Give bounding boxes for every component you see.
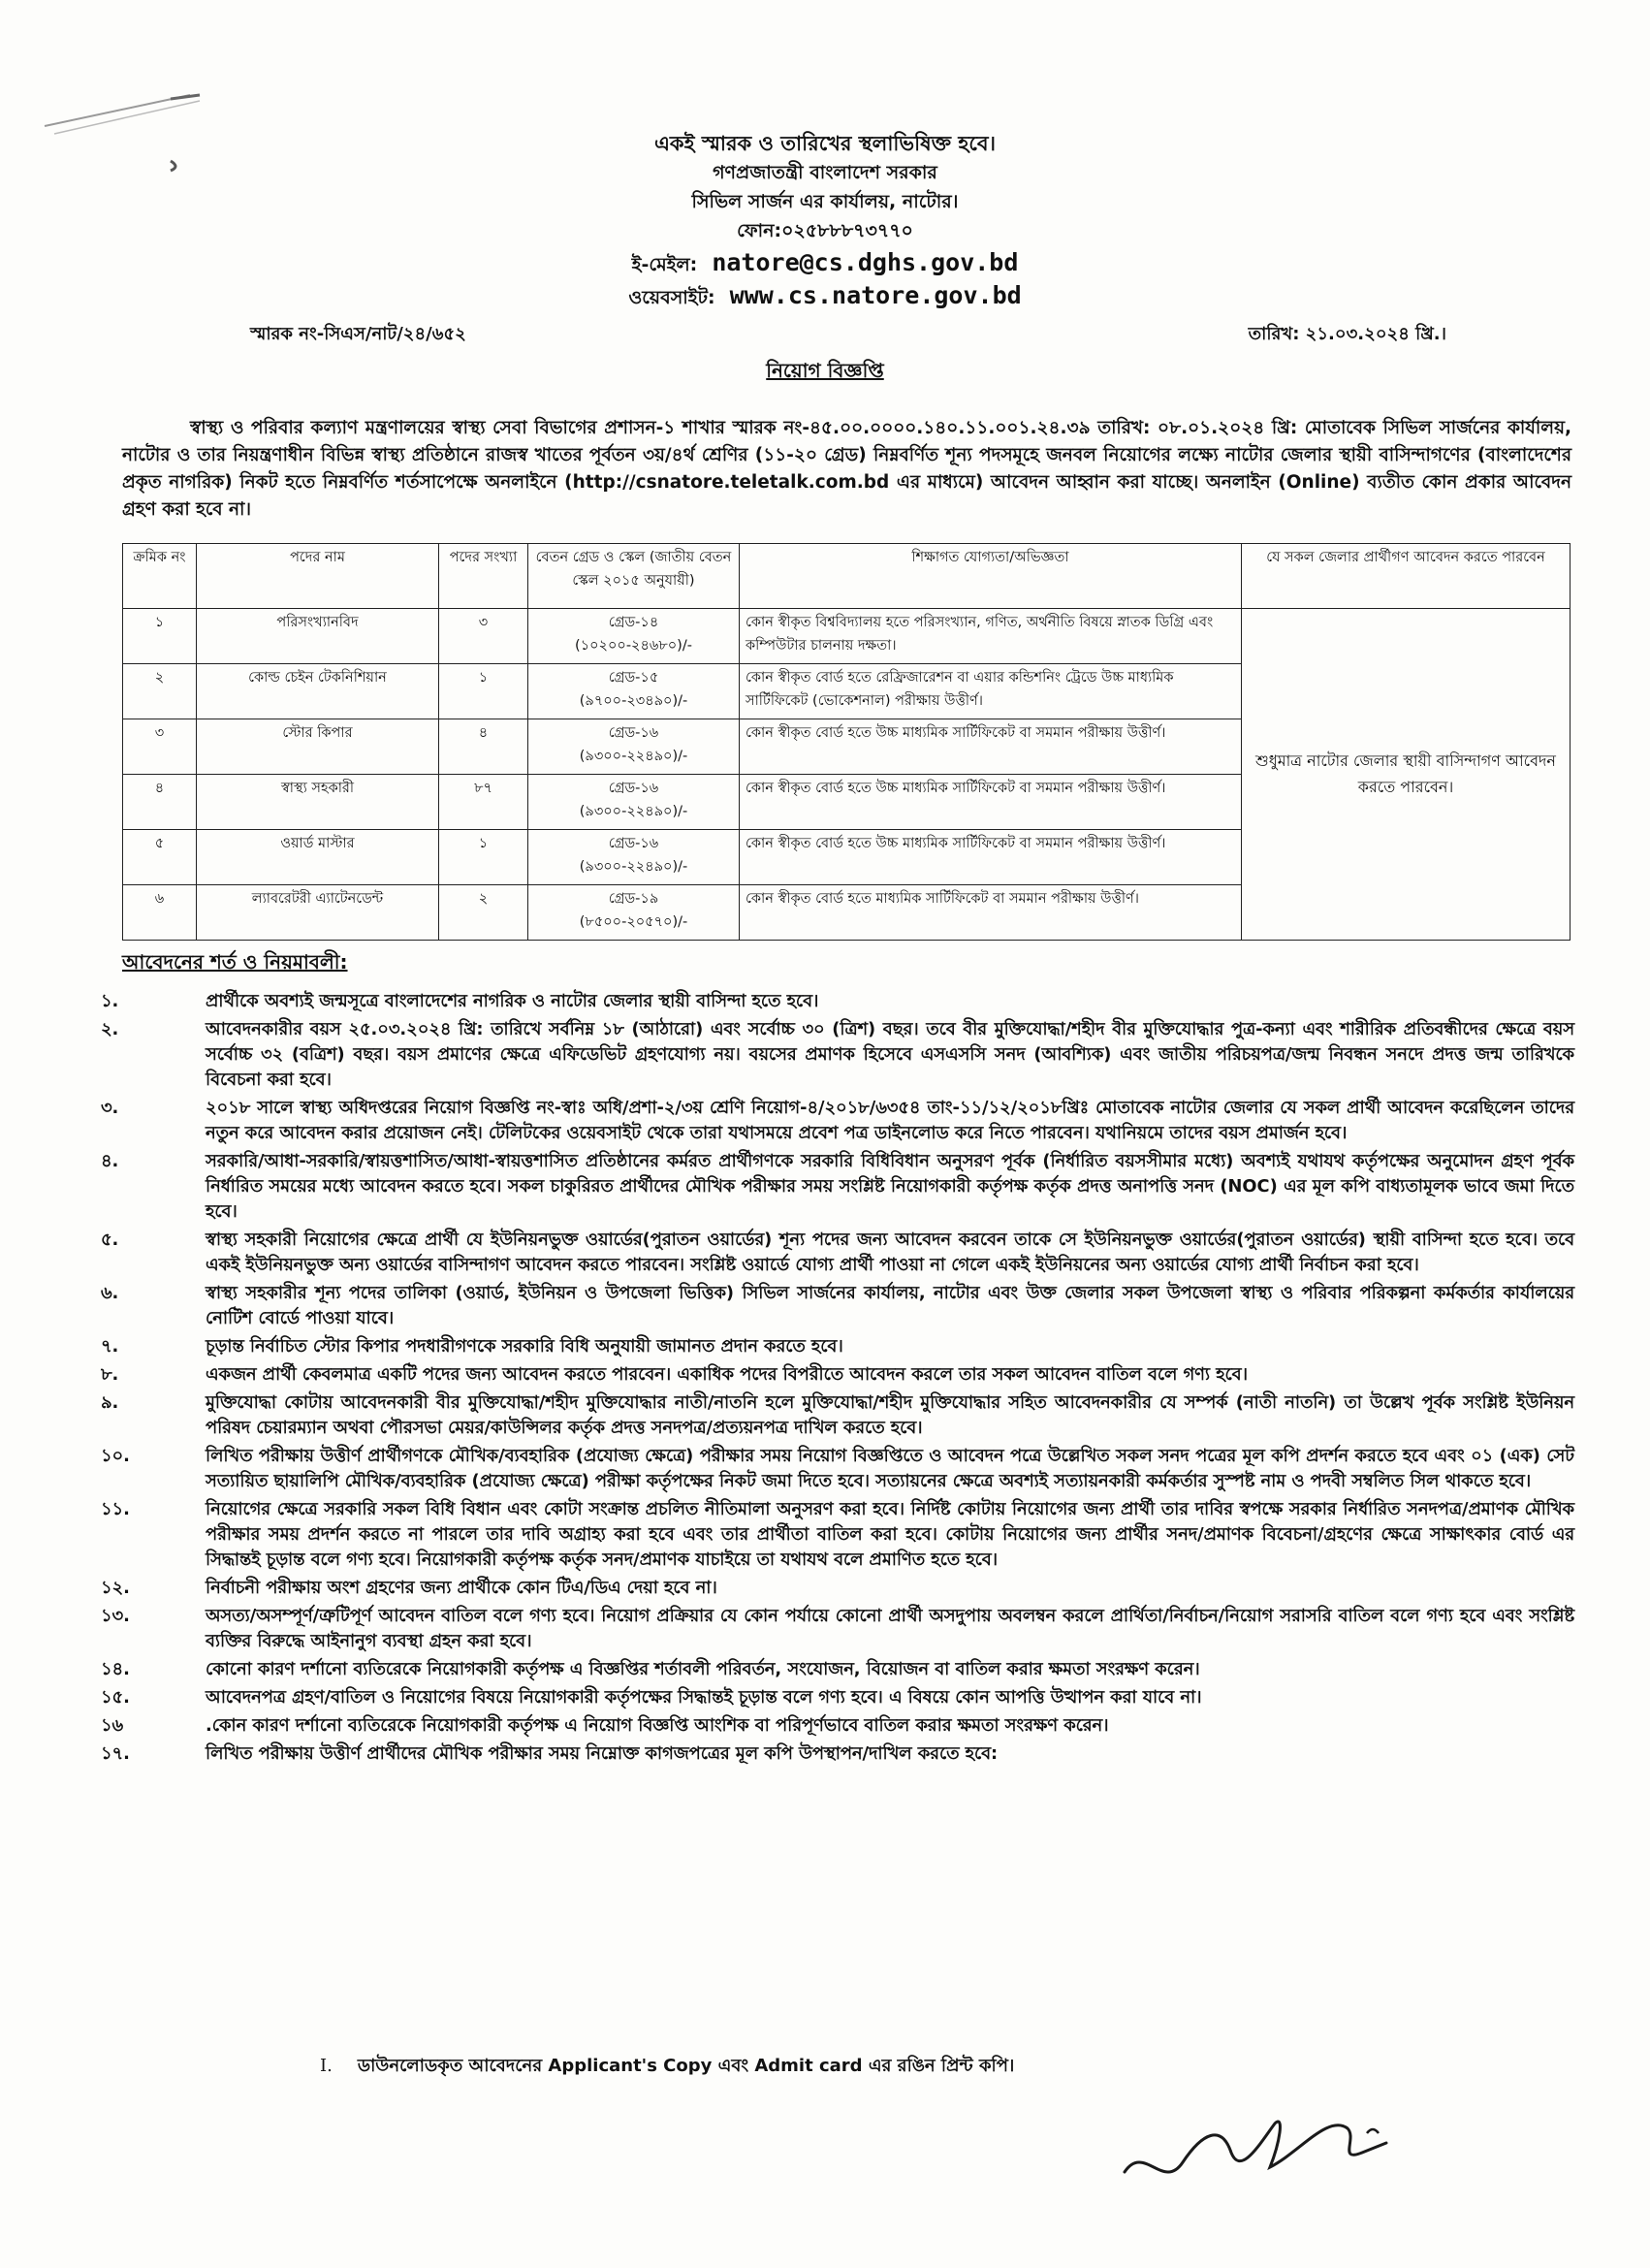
list-item bbox=[101, 1497, 1574, 1573]
col-post-name: পদের নাম bbox=[197, 544, 439, 609]
phone-number: ফোন:০২৫৮৮৮৭৩৭৭০ bbox=[737, 220, 913, 241]
item-number: ১৫. bbox=[101, 1687, 130, 1708]
sub-item-text: ডাউনলোডকৃত আবেদনের Applicant's Copy এবং Admit card এর রঙিন প্রিন্ট কপি। bbox=[357, 2056, 1015, 2076]
row-count: ১ bbox=[439, 830, 528, 885]
col-qualification: শিক্ষাগত যোগ্যতা/অভিজ্ঞতা bbox=[740, 544, 1242, 609]
list-item bbox=[101, 1604, 1574, 1654]
row-count: ৮৭ bbox=[439, 775, 528, 830]
row-serial: ৩ bbox=[123, 719, 197, 775]
row-post: পরিসংখ্যানবিদ bbox=[197, 609, 439, 664]
list-item bbox=[101, 1096, 1574, 1146]
item-number: ১৬ bbox=[101, 1715, 124, 1736]
grade-text: গ্রেড-১৫ bbox=[608, 670, 659, 686]
grade-text: গ্রেড-১৯ bbox=[608, 891, 659, 907]
email-label: ই-মেইল: bbox=[631, 254, 698, 275]
grade-text: গ্রেড-১৬ bbox=[608, 836, 659, 851]
row-grade bbox=[528, 885, 740, 941]
list-item bbox=[101, 1576, 1574, 1601]
notice-title: নিয়োগ বিজ্ঞপ্তি bbox=[766, 359, 884, 382]
vacancy-table bbox=[122, 543, 1571, 941]
memo-number: স্মারক নং-সিএস/নাট/২৪/৬৫২ bbox=[250, 324, 466, 344]
item-number: ৬. bbox=[101, 1283, 119, 1303]
item-text: নির্বাচনী পরীক্ষায় অংশ গ্রহণের জন্য প্রার্থীকে কোন টিএ/ডিএ দেয়া হবে না। bbox=[206, 1578, 717, 1598]
list-item bbox=[101, 1362, 1574, 1388]
row-grade bbox=[528, 830, 740, 885]
row-grade bbox=[528, 719, 740, 775]
row-qualification: কোন স্বীকৃত বিশ্ববিদ্যালয় হতে পরিসংখ্যান, গণিত, অর্থনীতি বিষয়ে স্নাতক ডিগ্রি এবং কম্পিউটার চালনায় দক্ষতা। bbox=[740, 609, 1242, 664]
list-item bbox=[101, 1334, 1574, 1359]
col-post-count: পদের সংখ্যা bbox=[439, 544, 528, 609]
item-number: ১৭. bbox=[101, 1743, 130, 1764]
govt-name: গণপ্রজাতন্ত্রী বাংলাদেশ সরকার bbox=[713, 162, 937, 183]
item-number: ২. bbox=[101, 1019, 119, 1039]
email-line bbox=[0, 248, 1650, 282]
supersede-note: একই স্মারক ও তারিখের স্থলাভিষিক্ত হবে। bbox=[653, 132, 997, 155]
list-item bbox=[101, 1444, 1574, 1494]
notice-date: তারিখ: ২১.০৩.২০২৪ খ্রি.। bbox=[1248, 324, 1446, 344]
col-eligible-district: যে সকল জেলার প্রার্থীগণ আবেদন করতে পারবেন bbox=[1242, 544, 1571, 609]
item-text: সরকারি/আধা-সরকারি/স্বায়ত্তশাসিত/আধা-স্বায়ত্তশাসিত প্রতিষ্ঠানের কর্মরত প্রার্থীগণকে সরকারি বিধিবিধান অনুসরণ পূর্বক (নির্ধারিত বয়সসীমার মধ্যে) অবশ্যই যথাযথ কর্তৃপক্ষের অনুমোদন গ্রহণ পূর্বক নির্ধারিত সময়ের মধ্যে আবেদন করতে হবে। সকল চাকুরিরত প্রার্থীদের মৌখিক পরীক্ষার সময় সংশ্লিষ্ট নিয়োগকারী কর্তৃপক্ষ কর্তৃক প্রদত্ত অনাপত্তি সনদ (NOC) এর মূল কপি বাধ্যতামূলক ভাবে জমা দিতে হবে। bbox=[206, 1151, 1574, 1222]
conditions-heading: আবেদনের শর্ত ও নিয়মাবলী: bbox=[122, 950, 348, 974]
scale-text: (৯৩০০-২২৪৯০)/- bbox=[579, 804, 688, 819]
sub-item-number: I. bbox=[320, 2056, 333, 2076]
grade-text: গ্রেড-১৬ bbox=[608, 781, 659, 796]
item-text: আবেদনকারীর বয়স ২৫.০৩.২০২৪ খ্রি: তারিখে সর্বনিম্ন ১৮ (আঠারো) এবং সর্বোচ্চ ৩০ (ত্রিশ) বছর। তবে বীর মুক্তিযোদ্ধা/শহীদ বীর মুক্তিযোদ্ধার পুত্র-কন্যা এবং শারীরিক প্রতিবন্ধীদের ক্ষেত্রে বয়স সর্বোচ্চ ৩২ (বত্রিশ) বছর। বয়স প্রমাণের ক্ষেত্রে এফিডেভিট গ্রহণযোগ্য নয়। বয়সের প্রমাণক হিসেবে এসএসসি সনদ (আবশ্যিক) এবং জাতীয় পরিচয়পত্র/জন্ম নিবন্ধন সনদে প্রদত্ত জন্ম তারিখকে বিবেচনা করা হবে। bbox=[206, 1019, 1574, 1090]
item-number: ১১. bbox=[101, 1499, 130, 1519]
row-serial: ৫ bbox=[123, 830, 197, 885]
item-number: ৯. bbox=[101, 1392, 119, 1413]
item-number: ১০. bbox=[101, 1446, 130, 1466]
row-serial: ২ bbox=[123, 664, 197, 719]
grade-text: গ্রেড-১৪ bbox=[608, 615, 659, 630]
conditions-list bbox=[101, 989, 1574, 1770]
row-post: কোল্ড চেইন টেকনিশিয়ান bbox=[197, 664, 439, 719]
item-text: নিয়োগের ক্ষেত্রে সরকারি সকল বিধি বিধান এবং কোটা সংক্রান্ত প্রচলিত নীতিমালা অনুসরণ করা হবে। নির্দিষ্ট কোটায় নিয়োগের জন্য প্রার্থী তার দাবির স্বপক্ষে সরকার নির্ধারিত সনদপত্র/প্রমাণক মৌখিক পরীক্ষার সময় প্রদর্শন করতে না পারলে তার দাবি অগ্রাহ্য করা হবে এবং তার প্রার্থীতা বাতিল করা হবে। কোটায় নিয়োগের জন্য প্রার্থীর সনদ/প্রমাণক বিবেচনা/গ্রহণের ক্ষেত্রে সাক্ষাৎকার বোর্ড এর সিদ্ধান্তই চূড়ান্ত বলে গণ্য হবে। নিয়োগকারী কর্তৃপক্ষ কর্তৃক সনদ/প্রমাণক যাচাইয়ে তা যথাযথ বলে প্রমাণিত হতে হবে। bbox=[206, 1499, 1574, 1570]
table-header-row bbox=[123, 544, 1571, 609]
website-label: ওয়েবসাইট: bbox=[628, 287, 715, 308]
row-count: ২ bbox=[439, 885, 528, 941]
list-item bbox=[101, 1685, 1574, 1710]
row-qualification: কোন স্বীকৃত বোর্ড হতে উচ্চ মাধ্যমিক সার্টিফিকেট বা সমমান পরীক্ষায় উত্তীর্ণ। bbox=[740, 719, 1242, 775]
eligibility-cell: শুধুমাত্র নাটোর জেলার স্থায়ী বাসিন্দাগণ আবেদন করতে পারবেন। bbox=[1242, 609, 1571, 941]
intro-paragraph: স্বাস্থ্য ও পরিবার কল্যাণ মন্ত্রণালয়ের স্বাস্থ্য সেবা বিভাগের প্রশাসন-১ শাখার স্মারক নং-৪৫.০০.০০০০.১৪০.১১.০০১.২৪.৩৯ তারিখ: ০৮.০১.২০২৪ খ্রি: মোতাবেক সিভিল সার্জনের কার্যালয়, নাটোর ও তার নিয়ন্ত্রণাধীন বিভিন্ন স্বাস্থ্য প্রতিষ্ঠানে রাজস্ব খাতের পূর্বতন ৩য়/৪র্থ শ্রেণির (১১-২০ গ্রেড) নিম্নবর্ণিত শূন্য পদসমূহে জনবল নিয়োগের লক্ষ্যে নাটোর জেলার স্থায়ী বাসিন্দাগণের (বাংলাদেশের প্রকৃত নাগরিক) নিকট হতে নিম্নবর্ণিত শর্তসাপেক্ষে অনলাইনে (http://csnatore.teletalk.com.bd এর মাধ্যমে) আবেদন আহ্বান করা যাচ্ছে। অনলাইন (Online) ব্যতীত কোন প্রকার আবেদন গ্রহণ করা হবে না। bbox=[122, 418, 1571, 520]
item-number: ১৪. bbox=[101, 1659, 130, 1679]
scale-text: (১০২০০-২৪৬৮০)/- bbox=[575, 638, 692, 654]
item-text: ২০১৮ সালে স্বাস্থ্য অধিদপ্তরের নিয়োগ বিজ্ঞপ্তি নং-স্বাঃ অধি/প্রশা-২/৩য় শ্রেণি নিয়োগ-৪/২০১৮/৬৩৫৪ তাং-১১/১২/২০১৮খ্রিঃ মোতাবেক নাটোর জেলার যে সকল প্রার্থী আবেদন করেছিলেন তাদের নতুন করে আবেদন করার প্রয়োজন নেই। টেলিটকের ওয়েবসাইট থেকে তারা যথাসময়ে প্রবেশ পত্র ডাইনলোড করে নিতে পারবেন। যথানিয়মে তাদের বয়স প্রমার্জন হবে। bbox=[206, 1098, 1574, 1143]
row-serial: ১ bbox=[123, 609, 197, 664]
row-post: ওয়ার্ড মাস্টার bbox=[197, 830, 439, 885]
row-count: ৪ bbox=[439, 719, 528, 775]
item-text: চূড়ান্ত নির্বাচিত স্টোর কিপার পদধারীগণকে সরকারি বিধি অনুযায়ী জামানত প্রদান করতে হবে। bbox=[206, 1336, 843, 1357]
col-serial: ক্রমিক নং bbox=[123, 544, 197, 609]
row-count: ১ bbox=[439, 664, 528, 719]
list-item bbox=[101, 1713, 1574, 1739]
row-post: স্টোর কিপার bbox=[197, 719, 439, 775]
list-item bbox=[101, 1228, 1574, 1278]
website-url: www.cs.natore.gov.bd bbox=[729, 281, 1022, 309]
item-number: ৭. bbox=[101, 1336, 119, 1357]
scale-text: (৯৩০০-২২৪৯০)/- bbox=[579, 859, 688, 875]
scale-text: (৯৩০০-২২৪৯০)/- bbox=[579, 749, 688, 764]
row-grade bbox=[528, 664, 740, 719]
list-item bbox=[101, 1657, 1574, 1682]
item-number: ১৩. bbox=[101, 1606, 130, 1626]
item-number: ১২. bbox=[101, 1578, 130, 1598]
row-count: ৩ bbox=[439, 609, 528, 664]
item-number: ৫. bbox=[101, 1230, 119, 1250]
list-item bbox=[101, 989, 1574, 1014]
scale-text: (৯৭০০-২৩৪৯০)/- bbox=[579, 693, 688, 709]
row-post: স্বাস্থ্য সহকারী bbox=[197, 775, 439, 830]
row-qualification: কোন স্বীকৃত বোর্ড হতে মাধ্যমিক সার্টিফিকেট বা সমমান পরীক্ষায় উত্তীর্ণ। bbox=[740, 885, 1242, 941]
grade-text: গ্রেড-১৬ bbox=[608, 725, 659, 741]
list-item bbox=[101, 1741, 1574, 1767]
item-number: ১. bbox=[101, 991, 119, 1011]
item-text: অসত্য/অসম্পূর্ণ/ত্রুটিপূর্ণ আবেদন বাতিল বলে গণ্য হবে। নিয়োগ প্রক্রিয়ার যে কোন পর্যায়ে কোনো প্রার্থী অসদুপায় অবলম্বন করলে প্রার্থিতা/নির্বাচন/নিয়োগ সরাসরি বাতিল বলে গণ্য হবে এবং সংশ্লিষ্ট ব্যক্তির বিরুদ্ধে আইনানুগ ব্যবস্থা গ্রহন করা হবে। bbox=[206, 1606, 1574, 1651]
item-text: একজন প্রার্থী কেবলমাত্র একটি পদের জন্য আবেদন করতে পারবেন। একাধিক পদের বিপরীতে আবেদন করলে তার সকল আবেদন বাতিল বলে গণ্য হবে। bbox=[206, 1364, 1248, 1385]
row-serial: ৪ bbox=[123, 775, 197, 830]
row-grade bbox=[528, 775, 740, 830]
item-text: প্রার্থীকে অবশ্যই জন্মসূত্রে বাংলাদেশের নাগরিক ও নাটোর জেলার স্থায়ী বাসিন্দা হতে হবে। bbox=[206, 991, 819, 1011]
item-number: ৮. bbox=[101, 1364, 119, 1385]
website-line bbox=[0, 281, 1650, 315]
item-text: মুক্তিযোদ্ধা কোটায় আবেদনকারী বীর মুক্তিযোদ্ধা/শহীদ মুক্তিযোদ্ধার নাতী/নাতনি হলে মুক্তিযোদ্ধা/শহীদ মুক্তিযোদ্ধার সহিত আবেদনকারীর যে সম্পর্ক (নাতী নাতনি) তা উল্লেখ পূর্বক সংশ্লিষ্ট ইউনিয়ন পরিষদ চেয়ারম্যান অথবা পৌরসভা মেয়র/কাউন্সিলর কর্তৃক প্রদত্ত সনদপত্র/প্রত্যয়নপত্র দাখিল করতে হবে। bbox=[206, 1392, 1574, 1438]
document-sub-item bbox=[320, 2052, 1014, 2082]
item-number: ৪. bbox=[101, 1151, 119, 1171]
item-text: স্বাস্থ্য সহকারী নিয়োগের ক্ষেত্রে প্রার্থী যে ইউনিয়নভুক্ত ওয়ার্ডের(পুরাতন ওয়ার্ডের) শূন্য পদের জন্য আবেদন করবেন তাকে সে ইউনিয়নভুক্ত ওয়ার্ডের(পুরাতন ওয়ার্ডের) স্থায়ী বাসিন্দা হতে হবে। তবে একই ইউনিয়নভুক্ত অন্য ওয়ার্ডের বাসিন্দাগণ আবেদন করতে পারবেন। সংশ্লিষ্ট ওয়ার্ডে যোগ্য প্রার্থী পাওয়া না গেলে একই ইউনিয়নের অন্য ওয়ার্ডের যোগ্য প্রার্থী নির্বাচন করা হবে। bbox=[206, 1230, 1574, 1275]
signature-icon bbox=[1105, 2085, 1415, 2201]
row-serial: ৬ bbox=[123, 885, 197, 941]
email-address: natore@cs.dghs.gov.bd bbox=[712, 248, 1019, 276]
list-item bbox=[101, 1017, 1574, 1093]
scale-text: (৮৫০০-২০৫৭০)/- bbox=[579, 914, 688, 930]
item-text: লিখিত পরীক্ষায় উত্তীর্ণ প্রার্থীদের মৌখিক পরীক্ষার সময় নিম্নোক্ত কাগজপত্রের মূল কপি উপস্থাপন/দাখিল করতে হবে: bbox=[206, 1743, 999, 1764]
row-qualification: কোন স্বীকৃত বোর্ড হতে উচ্চ মাধ্যমিক সার্টিফিকেট বা সমমান পরীক্ষায় উত্তীর্ণ। bbox=[740, 775, 1242, 830]
row-qualification: কোন স্বীকৃত বোর্ড হতে রেফ্রিজারেশন বা এয়ার কন্ডিশনিং ট্রেডে উচ্চ মাধ্যমিক সার্টিফিকেট (ভোকেশনাল) পরীক্ষায় উত্তীর্ণ। bbox=[740, 664, 1242, 719]
item-text: কোনো কারণ দর্শানো ব্যতিরেকে নিয়োগকারী কর্তৃপক্ষ এ বিজ্ঞপ্তির শর্তাবলী পরিবর্তন, সংযোজন, বিয়োজন বা বাতিল করার ক্ষমতা সংরক্ষণ করেন। bbox=[206, 1659, 1200, 1679]
list-item bbox=[101, 1149, 1574, 1225]
col-pay-grade: বেতন গ্রেড ও স্কেল (জাতীয় বেতন স্কেল ২০১৫ অনুযায়ী) bbox=[528, 544, 740, 609]
list-item bbox=[101, 1390, 1574, 1441]
row-grade bbox=[528, 609, 740, 664]
row-qualification: কোন স্বীকৃত বোর্ড হতে উচ্চ মাধ্যমিক সার্টিফিকেট বা সমমান পরীক্ষায় উত্তীর্ণ। bbox=[740, 830, 1242, 885]
table-row bbox=[123, 609, 1571, 664]
list-item bbox=[101, 1281, 1574, 1331]
office-name: সিভিল সার্জন এর কার্যালয়, নাটোর। bbox=[691, 191, 959, 212]
item-text: .কোন কারণ দর্শানো ব্যতিরেকে নিয়োগকারী কর্তৃপক্ষ এ নিয়োগ বিজ্ঞপ্তি আংশিক বা পরিপূর্ণভাবে বাতিল করার ক্ষমতা সংরক্ষণ করেন। bbox=[206, 1715, 1109, 1736]
item-text: লিখিত পরীক্ষায় উত্তীর্ণ প্রার্থীগণকে মৌখিক/ব্যবহারিক (প্রযোজ্য ক্ষেত্রে) পরীক্ষার সময় নিয়োগ বিজ্ঞপ্তিতে ও আবেদন পত্রে উল্লেখিত সকল সনদ পত্রের মূল কপি প্রদর্শন করতে হবে এবং ০১ (এক) সেট সত্যায়িত ছায়ালিপি মৌখিক/ব্যবহারিক (প্রযোজ্য ক্ষেত্রে) পরীক্ষা কর্তৃপক্ষের নিকট জমা দিতে হবে। সত্যায়নের ক্ষেত্রে অবশ্যই সত্যায়নকারী কর্মকর্তার সুস্পষ্ট নাম ও পদবী সম্বলিত সিল থাকতে হবে। bbox=[206, 1446, 1574, 1491]
item-text: আবেদনপত্র গ্রহণ/বাতিল ও নিয়োগের বিষয়ে নিয়োগকারী কর্তৃপক্ষের সিদ্ধান্তই চূড়ান্ত বলে গণ্য হবে। এ বিষয়ে কোন আপত্তি উত্থাপন করা যাবে না। bbox=[206, 1687, 1202, 1708]
item-text: স্বাস্থ্য সহকারীর শূন্য পদের তালিকা (ওয়ার্ড, ইউনিয়ন ও উপজেলা ভিত্তিক) সিভিল সার্জনের কার্যালয়, নাটোর এবং উক্ত জেলার সকল উপজেলা স্বাস্থ্য ও পরিবার পরিকল্পনা কর্মকর্তার কার্যালয়ের নোটিশ বোর্ডে পাওয়া যাবে। bbox=[206, 1283, 1574, 1328]
item-number: ৩. bbox=[101, 1098, 119, 1118]
row-post: ল্যাবরেটরী এ্যাটেনডেন্ট bbox=[197, 885, 439, 941]
